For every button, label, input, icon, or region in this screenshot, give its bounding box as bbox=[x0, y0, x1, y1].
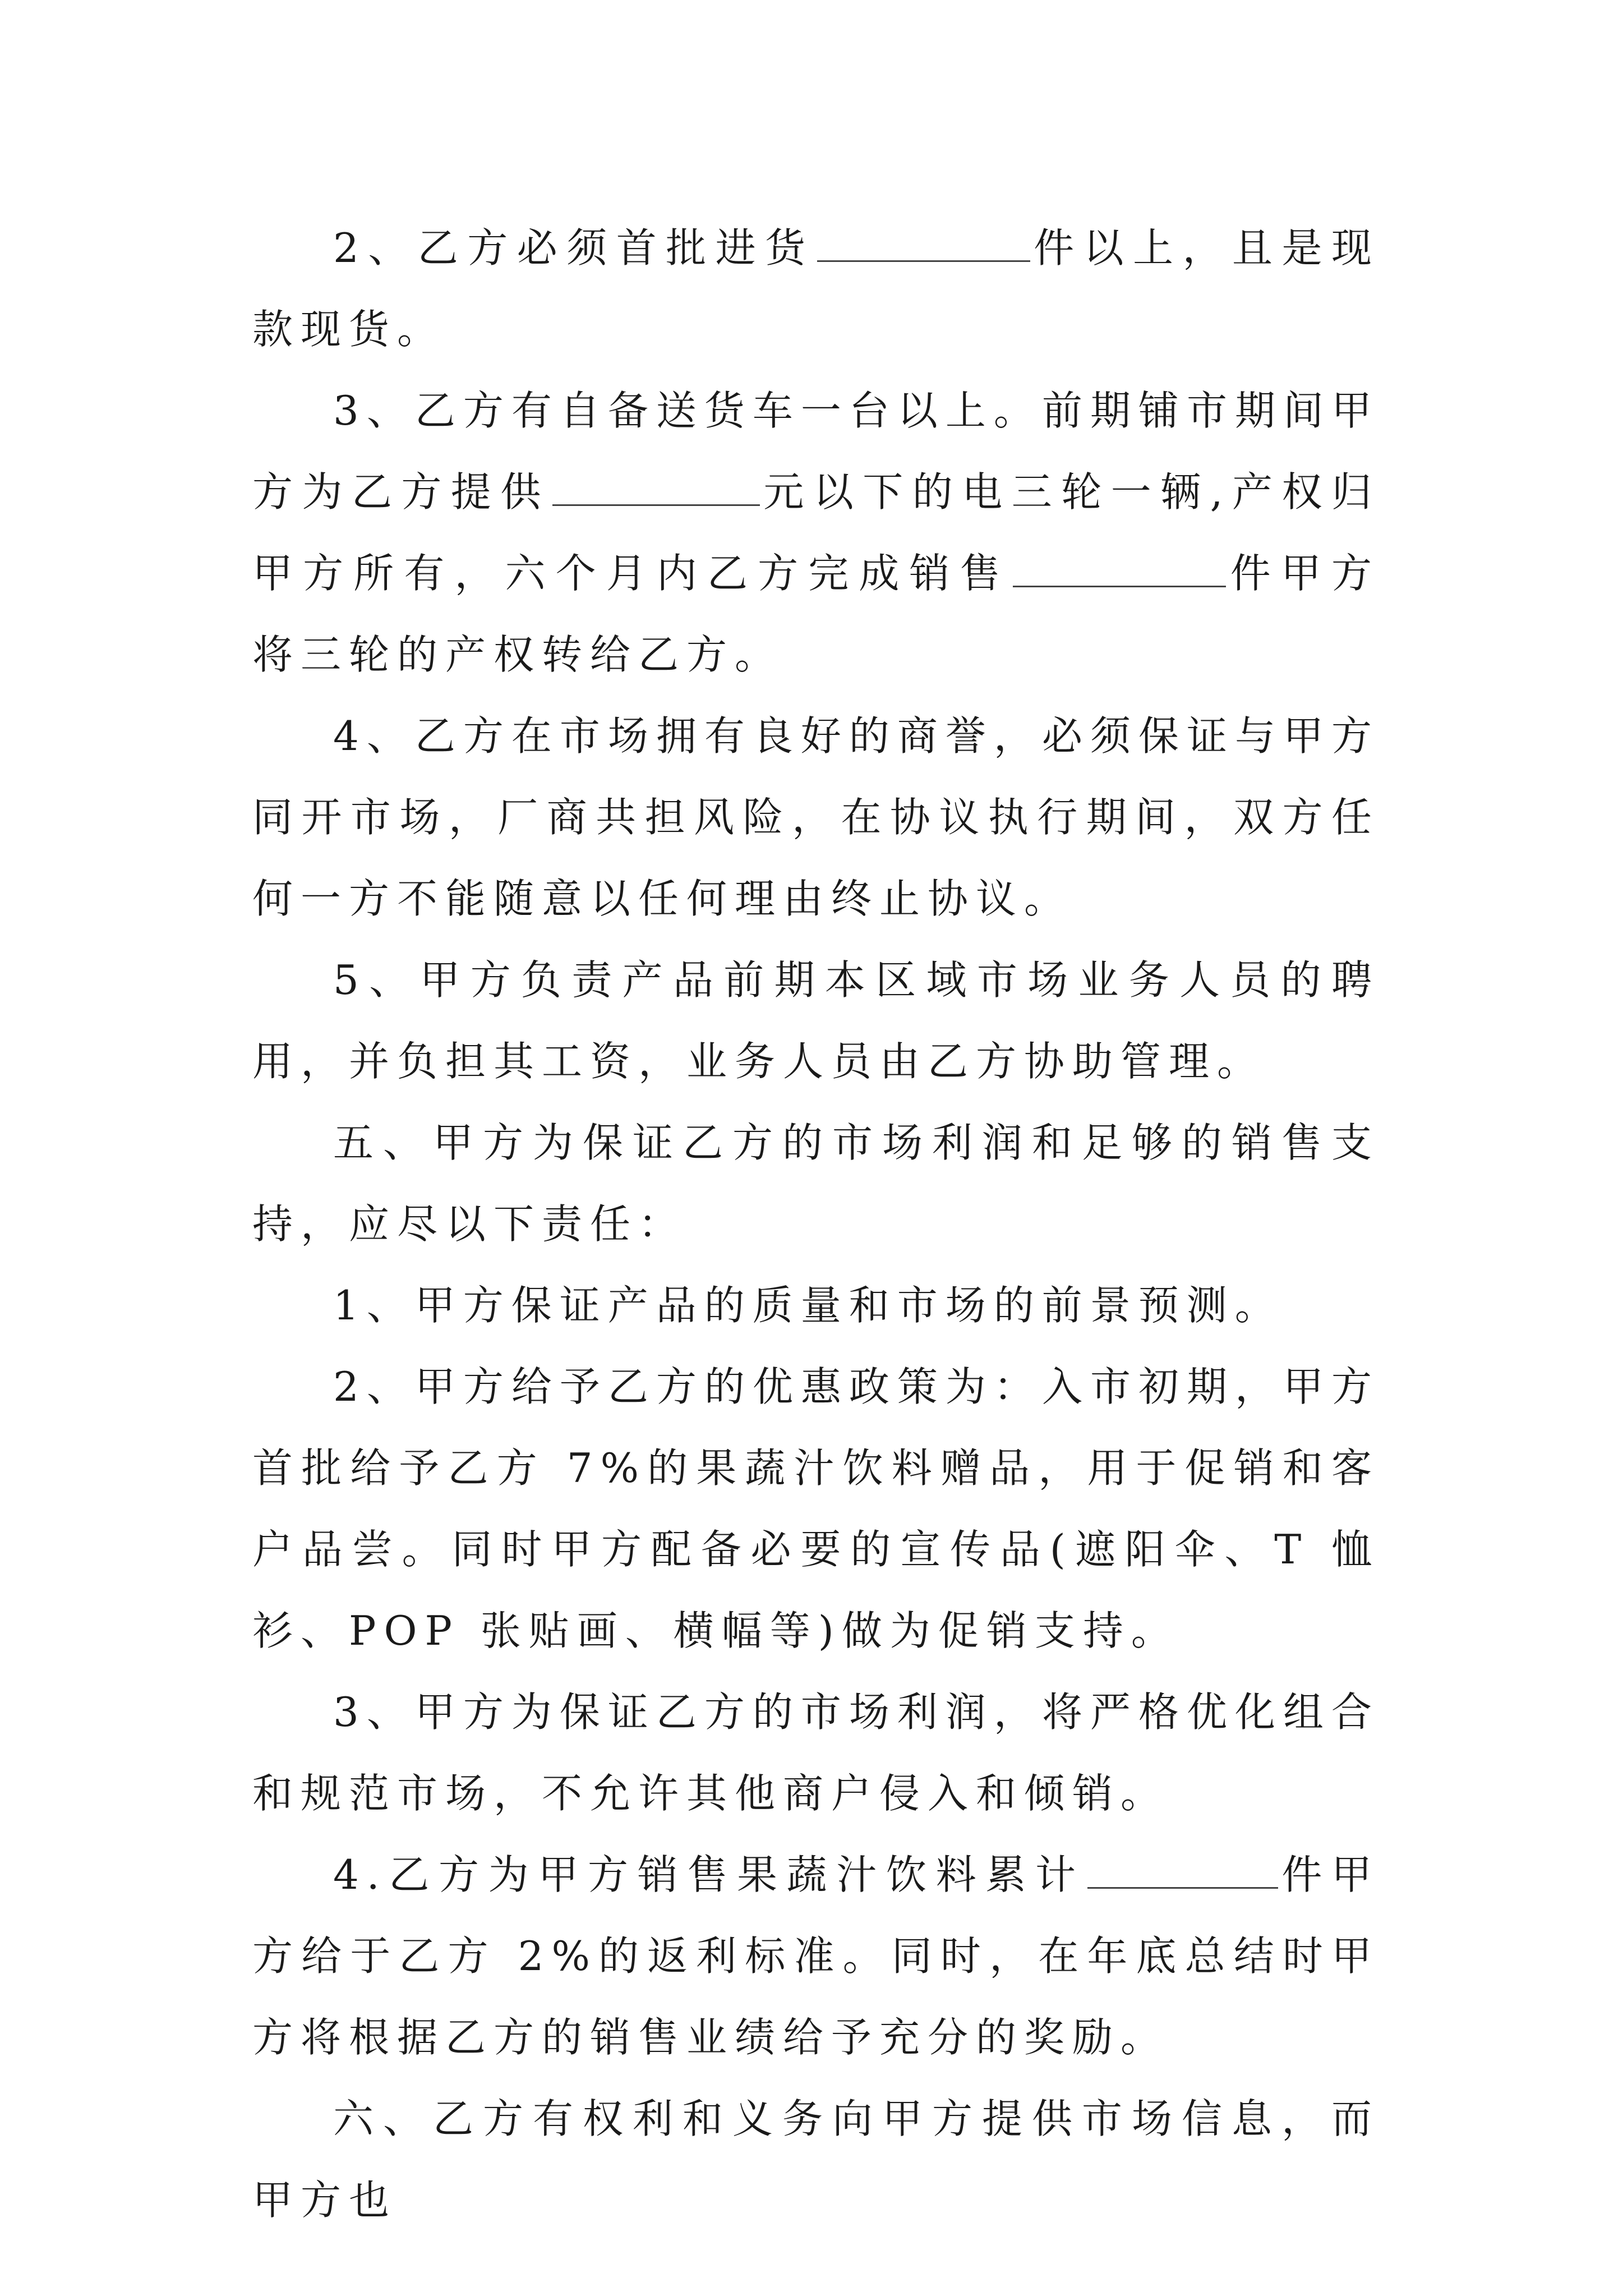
paragraph-text: 件甲方给于乙方 2%的返利标准。同时，在年底总结时甲方将根据乙方的销售业绩给予充分的奖励。 bbox=[252, 1851, 1380, 2061]
paragraph-text: 件以上，且是现款现货。 bbox=[252, 224, 1380, 353]
document-body bbox=[252, 208, 1380, 2241]
paragraph-rebate bbox=[252, 1834, 1380, 2078]
fill-in-blank[interactable] bbox=[1013, 552, 1226, 587]
fill-in-blank[interactable] bbox=[1087, 1853, 1278, 1889]
paragraph-market-protection: 3、甲方为保证乙方的市场利润，将严格优化组合和规范市场，不允许其他商户侵入和倾销。 bbox=[252, 1688, 1380, 1817]
paragraph-text: 2、乙方必须首批进货 bbox=[333, 224, 815, 272]
paragraph-staff-hiring: 5、甲方负责产品前期本区域市场业务人员的聘用，并负担其工资，业务人员由乙方协助管理。 bbox=[252, 956, 1380, 1085]
paragraph-text: 元以下的电三轮一辆,产权归甲方所有，六个月内乙方完成销售 bbox=[252, 468, 1380, 597]
section-heading-party-a-duties: 五、甲方为保证乙方的市场利润和足够的销售支持，应尽以下责任： bbox=[252, 1119, 1380, 1248]
fill-in-blank[interactable] bbox=[552, 471, 760, 506]
paragraph-reputation: 4、乙方在市场拥有良好的商誉，必须保证与甲方同开市场，厂商共担风险，在协议执行期间，双方任何一方不能随意以任何理由终止协议。 bbox=[252, 712, 1380, 922]
paragraph-delivery-vehicle bbox=[252, 370, 1380, 696]
paragraph-text: 4.乙方为甲方销售果蔬汁饮料累计 bbox=[333, 1851, 1085, 1898]
paragraph-preferential-policy: 2、甲方给予乙方的优惠政策为：入市初期，甲方首批给予乙方 7%的果蔬汁饮料赠品，用于促销和客户品尝。同时甲方配备必要的宣传品(遮阳伞、T 恤衫、POP 张贴画、横幅等)做为促销支持。 bbox=[252, 1363, 1380, 1654]
paragraph-first-batch-order bbox=[252, 208, 1380, 370]
fill-in-blank[interactable] bbox=[817, 227, 1030, 262]
paragraph-quality-guarantee: 1、甲方保证产品的质量和市场的前景预测。 bbox=[333, 1282, 1283, 1329]
section-heading-market-info: 六、乙方有权利和义务向甲方提供市场信息，而甲方也 bbox=[252, 2095, 1380, 2224]
paragraph-text: 件甲方将三轮的产权转给乙方。 bbox=[252, 550, 1380, 678]
paragraph-text: 3、乙方有自备送货车一台以上。前期铺市期间甲方为乙方提供 bbox=[252, 387, 1380, 516]
